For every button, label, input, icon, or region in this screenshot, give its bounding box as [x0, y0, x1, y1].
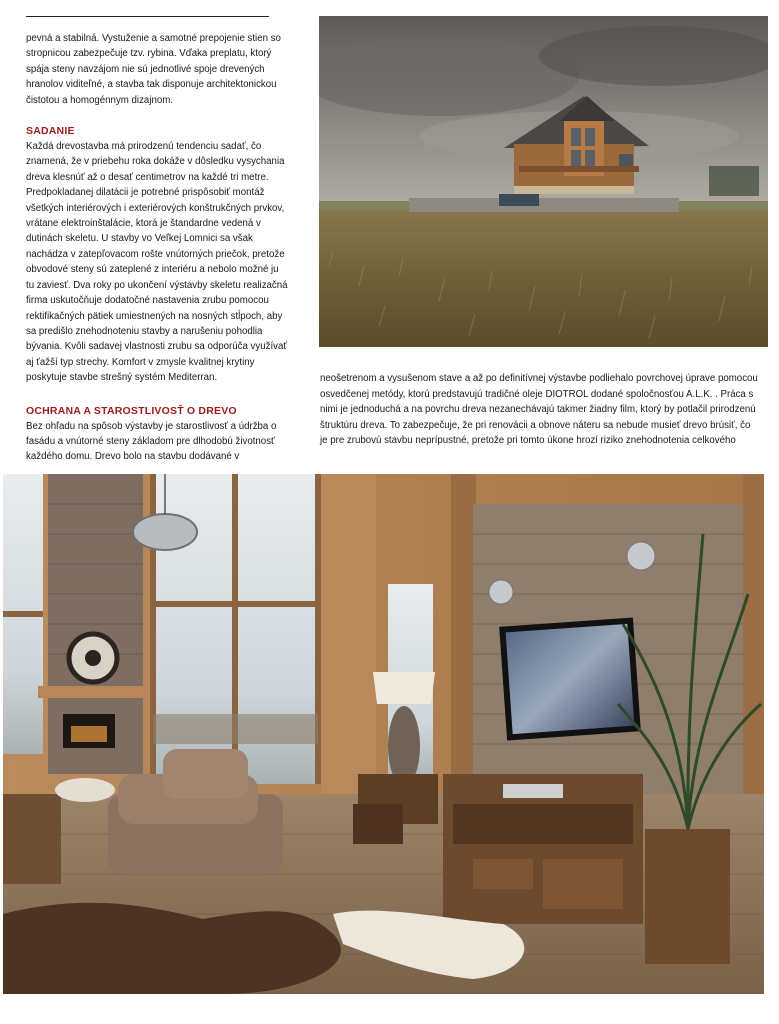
- house-exterior-photo: [319, 16, 768, 347]
- living-room-interior-photo: [3, 474, 764, 994]
- left-text-column: [26, 31, 288, 465]
- top-rule: [26, 16, 269, 17]
- continued-paragraph: neošetrenom a vysušenom stave a až po definitívnej výstavbe podliehalo povrchovej úprave pomocou osvedčenej metódy, ktorú predstavujú tradičné oleje DIOTROL dodané spoločnosťou A.L.K. . Práca s nimi je jednoduchá a na povrchu dreva nezanechávajú takmer žiadny film, ktorý by potlačil prirodzenú štruktúru dreva. To zabezpečuje, že pri renovácii a obnove náteru sa nebude musieť drevo brúsiť, čo je pre zrubovú stavbu neprípustné, pretože pri tomto úkone hrozí riziko znehodnotenia celkového: [320, 373, 758, 447]
- ochrana-paragraph: Bez ohľadu na spôsob výstavby je starostlivosť a údržba o fasádu a vnútorné steny základom pre dlhodobú životnosť každého domu. Drevo bolo na stavbu dodávané v: [26, 420, 277, 463]
- intro-paragraph: pevná a stabilná. Vystuženie a samotné prepojenie stien so stropnicou zabezpečuje tzv. rybina. Vďaka preplatu, ktorý spája steny navzájom nie sú jednotlivé spoje drevených hranolov viditeľné, a stavba tak disponuje architektonickou čistotou a homogénnym dizajnom.: [26, 33, 281, 106]
- right-text-column: [320, 371, 760, 449]
- sadanie-paragraph: Každá drevostavba má prirodzenú tendenciu sadať, čo znamená, že v priebehu roka dokáže v dôsledku vysychania dreva klesnúť až o desať centimetrov na každé tri metre. Predpokladanej dilatácii je potrebné prispôsobiť montáž všetkých interiérových i exteriérových konštrukčných prvkov, vrátane elektroinštalácie, ktorá je štandardne vedená v dutinách skeletu. U stavby vo Veľkej Lomnici sa však nachádza v zatepľovacom rošte vnútorných priečok, pretože obvodové steny sú zateplené z interiéru a nebolo možné ju tu zaviesť. Dva roky po ukončení výstavby skeletu realizačná firma uskutočňuje dodatočné nastavenia zrubu pomocou rektifikačných pätiek umiestnených na nosných stĺpoch, aby sa predišlo znehodnoteniu stavby a narušeniu pohodlia bývania. Kvôli sadavej vlastnosti zrubu sa odporúča využívať aj ťažší typ strechy. Komfort v zmysle kvalitnej krytiny poskytuje stavbe strešný systém Mediterran.: [26, 141, 288, 384]
- heading-ochrana: OCHRANA A STAROSTLIVOSŤ O DREVO: [26, 404, 237, 417]
- heading-sadanie: SADANIE: [26, 125, 75, 138]
